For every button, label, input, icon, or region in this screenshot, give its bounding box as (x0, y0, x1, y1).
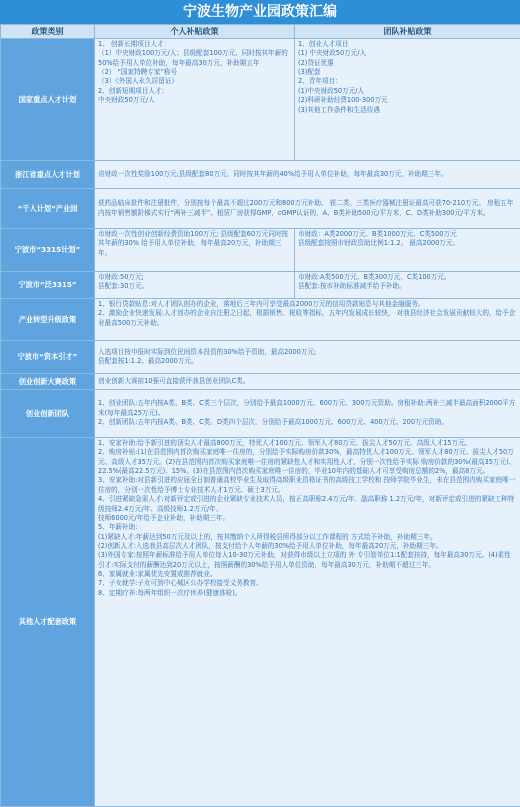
policy-text-line: 入选项目按申报时实际到位民间资本投资的30%给予资助，最高2000万元; (98, 348, 517, 357)
policy-text-line: (3)配套 (298, 68, 517, 77)
policy-text-line: 1、银行贷款贴息:对人才团队创办的企业，落地后三年内可享受最高2000万元的信用贷款贴息与其他金融服务。 (98, 300, 517, 309)
policy-text-line: 市财政:50万元; (98, 273, 291, 282)
table-row (1, 390, 520, 438)
team-subsidy-cell (295, 39, 520, 161)
policy-text-line: (2)创新人才:入选我县高层次人才团队，按支付给个人年薪的30%给予用人单位补助，每年最高20万元，补助期三年。 (98, 542, 517, 551)
table-row (1, 374, 520, 390)
individual-subsidy-cell (95, 272, 295, 299)
policy-detail-cell (95, 438, 520, 807)
policy-text-line: (2)贷证优惠 (298, 59, 517, 68)
policy-text-line: 6、家属就业:家属优先安置或推荐就业。 (98, 570, 517, 579)
header-category: 政策类别 (1, 25, 95, 39)
policy-text-line: 2、创新短期项目人才： (98, 87, 291, 96)
individual-subsidy-cell (95, 229, 295, 272)
policy-category: 浙江省重点人才计划 (1, 161, 95, 189)
policy-text-line: 县级配套按照市财政资助比例1:1.2。 最高2000万元。 (298, 239, 517, 248)
table-row (1, 39, 520, 161)
policy-text-line: 5、年薪补助: (98, 523, 517, 532)
policy-text-line: (2)科研补助经费100-300万元 (298, 96, 517, 105)
policy-category: 其他人才配套政策 (1, 438, 95, 807)
policy-text-line: 2、购房补贴:(1)在县范围内首次购买家庭唯一住房的，分别给予实际购房价款30%，最高特优人才100万元、领军人才80万元、拔尖人才50万元、高级人才35万元。(2)在县范围内首次购买家庭唯一住房的紧缺性人才和实用性人才，分别一次性给予实际 购房价款的30%(最高35万元)、22.5%(最高22.5万元)、15%。(3)在县范围内首次购买家庭唯一住房的，毕业10年内的基础人才可享受购房总额的2%，最高8万元。 (98, 448, 517, 476)
policy-detail-cell (95, 390, 520, 438)
policy-text-line: 1、 创新长期项目人才： (98, 40, 291, 49)
policy-category: 宁波市“3315计划” (1, 229, 95, 272)
policy-text-line: 县配套按1:1.2。最高2000万元。 (98, 357, 517, 366)
policy-text-line: 县配套:30万元。 (98, 282, 291, 291)
policy-text-line: 市财政：A类2000万元、B类1000万元、C类500万元 (298, 230, 517, 239)
policy-text-line: 技师6000元/年给予企业补助，补助期三年。 (98, 514, 517, 523)
team-subsidy-cell (295, 272, 520, 299)
policy-text-line: 创业创新大赛前10强可直接获评我县创业团队C类。 (98, 377, 517, 386)
policy-detail-cell (95, 341, 520, 374)
policy-text-line: 县配套:按市补助标准减半给予补助。 (298, 282, 517, 291)
policy-text-line: 1、创业团队:五年内按A类、B类、C类三个层次，分别给予最高1000万元、600万元、300万元资助。房租补助:两补三减半最高面积2000平方米(每年最高25万元)。 (98, 399, 517, 418)
table-row (1, 438, 520, 807)
policy-text-line: 1、创业人才项目 (298, 40, 517, 49)
table-row (1, 272, 520, 299)
policy-text-line: 3、安家补助:对县新引进的应届全日制普通高校毕业生及取得高级职业资格证书的高级技工学校和 技师学院毕业生，未在县范围内购买家庭唯一住房的，分别一次性给予博士专业技术人才1万元、硕士3万元。 (98, 476, 517, 495)
policy-category: 产业转型升级政策 (1, 299, 95, 341)
policy-text-line: 获药品临床批件和注册批件，分别按每个最高不超过200万元和800万元补助。 获二类、三类医疗器械注册证最高可获70-210万元。 房租五年内按年销售额阶梯式实行“两补三减半”。租赁厂房获得GMP、cGMP认证的，A、B类补助500元/平方米，C、D类补助300元/平方米。 (98, 199, 517, 218)
policy-detail-cell (95, 299, 520, 341)
policy-text-line: 2、创新团队:五年内按A类、B类、C类、D类四个层次，分别给予最高1000万元、600万元、400万元、200万元资助。 (98, 418, 517, 427)
policy-text-line: （3）《外国人永久居留证》 (98, 77, 291, 86)
policy-text-line: (1)紧缺人才:年薪达到50万元及以上的，按其缴纳个人所得税县所得部分以工作课程的 方式给予补助，补助期三年。 (98, 533, 517, 542)
header-individual: 个人补贴政策 (95, 25, 295, 39)
table-row (1, 161, 520, 189)
policy-detail-cell (95, 374, 520, 390)
policy-text-line: 2、青年项目： (298, 77, 517, 86)
policy-text-line: 2、激励企业快速发展:人才创办的企业自注册之日起，根据销售、税收等指标，五年内发展成长较快， 对我县经济社会发展贡献较大的，给予企业最高500万元补助。 (98, 309, 517, 328)
policy-text-line: (3)外国专家:按照年薪标准给予用人单位每人10-30万元补助，对获得市级以上立项的 外 专引智单位1:1配套扶持，每年最高30万元。(4)柔性引才:实际支付的薪酬达到20万元以上，按照薪酬的30%给予用人单位资助，每年最高30万元，补助期不超过三年。 (98, 551, 517, 570)
policy-text-line: （2） “国家特聘专家”称号 (98, 68, 291, 77)
table-row (1, 229, 520, 272)
policy-text-line: (3)其他工作条件和生活待遇 (298, 106, 517, 115)
policy-text-line: 1、安家补助:给予新引进的顶尖人才最高800万元，特优人才100万元、领军人才80万元、拔尖人才50万元、高级人才15万元。 (98, 439, 517, 448)
table-body (1, 39, 520, 807)
policy-text-line: 8、定期疗养:每两年组织一次疗休养(健康体检)。 (98, 589, 517, 598)
policy-category: “千人计划”产业园 (1, 189, 95, 229)
policy-text-line: 4、引进紧缺急需人才:对新评定或引进的企业紧缺专业技术人员，按正高职称2.4万元/年、副高职称 1.2万元/年，对新评定或引进的紧缺工种特级技师2.4万元/年、高级技师1.2万元/年、 (98, 495, 517, 514)
policy-category: 创业创新大赛政策 (1, 374, 95, 390)
policy-text-line: 市财政:A类500万元、B类300万元、C类100万元。 (298, 273, 517, 282)
policy-text-line: 中央财政50万元/人 (98, 96, 291, 105)
individual-subsidy-cell (95, 39, 295, 161)
policy-text-line: （1）中央财政100万元/人；县级配套100万元、同时按其年薪的50%给予用人单位补助，每年最高30万元，补助期五年 (98, 49, 291, 68)
policy-category: 创业创新团队 (1, 390, 95, 438)
policy-detail-cell (95, 161, 520, 189)
page-title: 宁波生物产业园政策汇编 (0, 0, 520, 24)
table-header-row (1, 25, 520, 39)
table-row (1, 341, 520, 374)
policy-table (0, 24, 520, 807)
policy-text-line: (1)中央财政50万元/人 (298, 87, 517, 96)
policy-text-line: 7、子女就学:子女可到中心城区公办学校接受义务教育。 (98, 579, 517, 588)
policy-category: 宁波市“资本引才” (1, 341, 95, 374)
policy-detail-cell (95, 189, 520, 229)
policy-text-line: (1) 中央财政50万元/人 (298, 49, 517, 58)
table-row (1, 299, 520, 341)
policy-text-line: 省财政一次性奖励100万元;县级配套80万元，同时按其年薪的40%给予用人单位补助，每年最高30万元，补助期三年。 (98, 170, 517, 179)
header-team: 团队补贴政策 (295, 25, 520, 39)
table-row (1, 189, 520, 229)
policy-text-line: 市财政一次性创业创新经费资助100万元; 县级配套60万元同时按其年薪的30% 给予用人单位补助，每年最高20万元，补助期三年。 (98, 230, 291, 258)
policy-category: 宁波市“泛3315” (1, 272, 95, 299)
team-subsidy-cell (295, 229, 520, 272)
policy-category: 国家重点人才计划 (1, 39, 95, 161)
